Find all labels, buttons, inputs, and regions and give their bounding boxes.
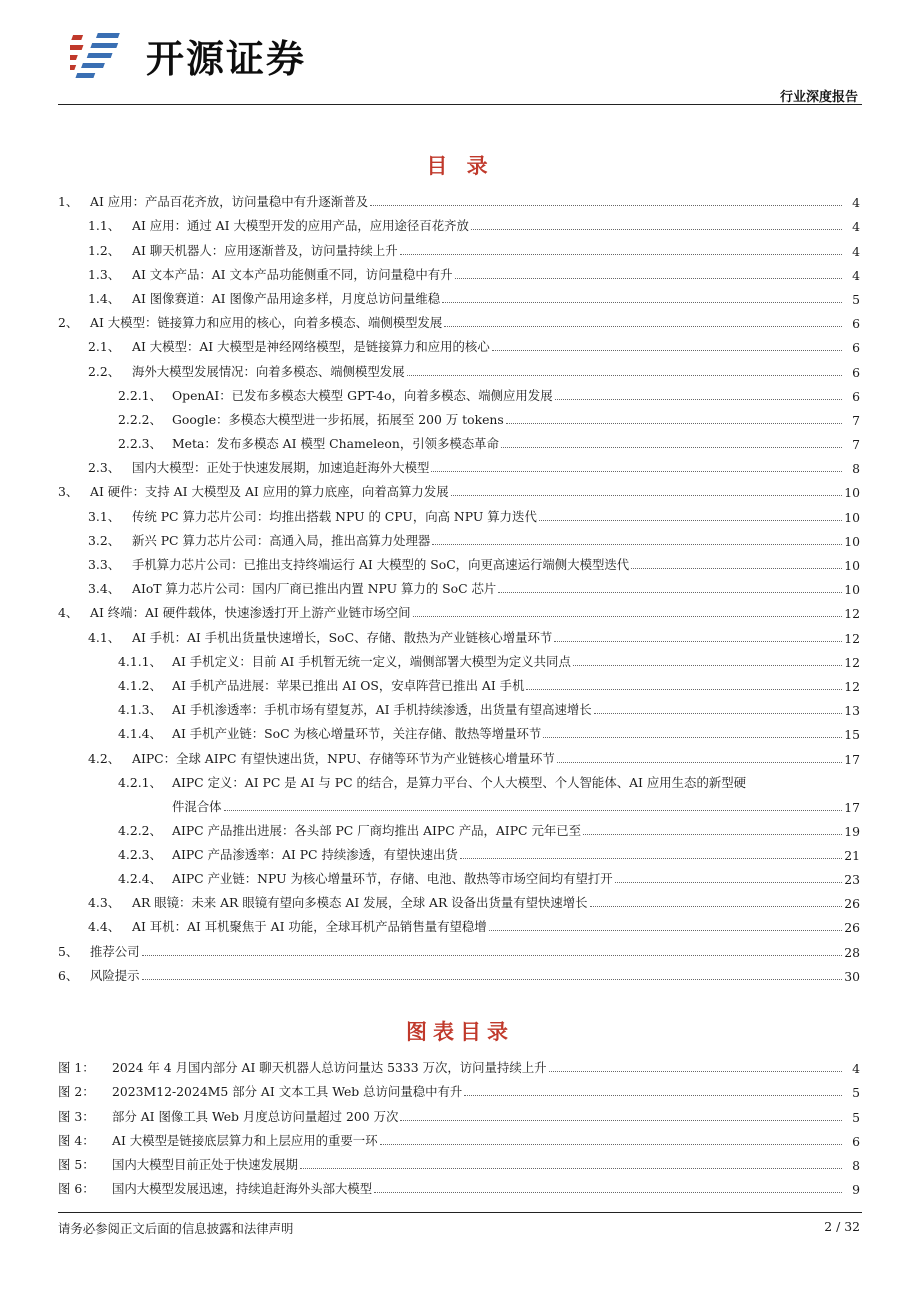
toc-entry-number: 4.3、: [88, 895, 121, 911]
toc-leader-dots: [492, 350, 842, 351]
toc-entry-line: [58, 767, 860, 791]
toc-entry-text: AI 终端：AI 硬件载体，快速渗透打开上游产业链市场空间: [90, 605, 411, 621]
toc-entry[interactable]: [58, 525, 860, 549]
figures-list: [58, 1052, 860, 1197]
figure-entry[interactable]: [58, 1149, 860, 1173]
toc-leader-dots: [554, 641, 842, 642]
toc-leader-dots: [583, 834, 842, 835]
toc-entry[interactable]: [58, 331, 860, 355]
toc-entry-number: 6、: [58, 967, 79, 983]
toc-entry-number: 5、: [58, 943, 79, 959]
toc-entry-page: 12: [844, 606, 860, 622]
figure-entry-text: 国内大模型目前正处于快速发展期: [112, 1156, 298, 1172]
toc-entry-page: 7: [852, 412, 860, 428]
figure-entry-text: 2024 年 4 月国内部分 AI 聊天机器人总访问量达 5333 万次，访问量持续上升: [112, 1060, 547, 1076]
toc-entry-number: 4.2.1、: [118, 774, 162, 790]
toc-entry[interactable]: [58, 210, 860, 234]
toc-entry-page: 19: [844, 823, 860, 839]
toc-leader-dots: [526, 689, 842, 690]
toc-entry-number: 3.2、: [88, 532, 121, 548]
toc-entry[interactable]: [58, 186, 860, 210]
toc-entry-page: 7: [852, 437, 860, 453]
toc-entry-page: 12: [844, 654, 860, 670]
toc-entry-text: OpenAI：已发布多模态大模型 GPT-4o，向着多模态、端侧应用发展: [172, 387, 553, 403]
figure-entry[interactable]: [58, 1052, 860, 1076]
toc-entry-page: 6: [852, 364, 860, 380]
toc-entry-text: AIPC 产品渗透率：AI PC 持续渗透，有望快速出货: [172, 846, 458, 862]
toc-entry-page: 5: [852, 291, 860, 307]
toc-leader-dots: [594, 713, 842, 714]
toc-entry[interactable]: [58, 718, 860, 742]
toc-leader-dots: [432, 544, 842, 545]
toc-entry[interactable]: [58, 815, 860, 839]
toc-entry-text: 新兴 PC 算力芯片公司：高通入局，推出高算力处理器: [132, 532, 431, 548]
figure-entry-page: 5: [852, 1085, 860, 1101]
toc-entry-text: AI 大模型：AI 大模型是神经网络模型，是链接算力和应用的核心: [132, 339, 490, 355]
toc-entry[interactable]: [58, 597, 860, 621]
toc-leader-dots: [539, 520, 842, 521]
toc-entry-text: AI 图像赛道：AI 图像产品用途多样，月度总访问量维稳: [132, 290, 441, 306]
toc-entry-text: AI 聊天机器人：应用逐渐普及，访问量持续上升: [132, 242, 398, 258]
toc-entry[interactable]: [58, 307, 860, 331]
toc-entry-text-cont: 件混合体: [172, 798, 222, 814]
toc-leader-dots: [555, 399, 842, 400]
toc-entry-number: 2、: [58, 315, 79, 331]
toc-entry[interactable]: [58, 380, 860, 404]
toc-entry-page: 15: [844, 727, 860, 743]
toc-entry-text: AI 手机定义：目前 AI 手机暂无统一定义，端侧部署大模型为定义共同点: [172, 653, 571, 669]
toc-entry-number: 2.2.1、: [118, 387, 162, 403]
figure-entry[interactable]: [58, 1125, 860, 1149]
toc-entry-number: 4.1、: [88, 629, 121, 645]
toc-entry-page: 10: [844, 533, 860, 549]
toc-entry-text: AI 大模型：链接算力和应用的核心，向着多模态、端侧模型发展: [90, 315, 443, 331]
toc-entry[interactable]: [58, 694, 860, 718]
footer-disclaimer: 请务必参阅正文后面的信息披露和法律声明: [58, 1221, 294, 1236]
toc-leader-dots: [451, 495, 842, 496]
toc-entry-page: 26: [844, 920, 860, 936]
toc-entry[interactable]: [58, 573, 860, 597]
toc-entry-text: AI 应用：通过 AI 大模型开发的应用产品，应用途径百花齐放: [132, 218, 469, 234]
figure-entry-page: 5: [852, 1109, 860, 1125]
header-divider: [58, 104, 862, 105]
toc-entry-text: AI 手机产业链：SoC 为核心增量环节，关注存储、散热等增量环节: [172, 726, 542, 742]
toc-entry-page: 17: [844, 751, 860, 767]
toc-entry[interactable]: [58, 911, 860, 935]
toc-leader-dots: [442, 302, 842, 303]
toc-entry-page: 10: [844, 509, 860, 525]
toc-entry[interactable]: [58, 863, 860, 887]
toc-entry-number: 1.3、: [88, 266, 121, 282]
toc-entry[interactable]: [58, 283, 860, 307]
toc-leader-dots: [506, 423, 842, 424]
toc-leader-dots: [590, 906, 842, 907]
toc-leader-dots: [142, 979, 842, 980]
toc-entry-page: 28: [844, 944, 860, 960]
figure-entry-number: 图 3：: [58, 1108, 95, 1124]
toc-entry[interactable]: [58, 621, 860, 645]
toc-leader-dots: [380, 1144, 842, 1145]
toc-leader-dots: [224, 810, 842, 811]
toc-entry-text: 风险提示: [90, 967, 140, 983]
toc-entry[interactable]: [58, 259, 860, 283]
toc-entry[interactable]: [58, 549, 860, 573]
company-logo: [70, 26, 306, 84]
toc-entry-number: 2.1、: [88, 339, 121, 355]
toc-entry-number: 1、: [58, 194, 79, 210]
toc-entry-page: 10: [844, 558, 860, 573]
toc-entry-text: Meta：发布多模态 AI 模型 Chameleon，引领多模态革命: [172, 436, 499, 452]
toc-entry[interactable]: [58, 646, 860, 670]
figure-entry-text: AI 大模型是链接底层算力和上层应用的重要一环: [112, 1132, 378, 1148]
figure-entry-page: 9: [852, 1182, 860, 1198]
figure-entry-page: 6: [852, 1133, 860, 1149]
figure-entry-text: 2023M12-2024M5 部分 AI 文本工具 Web 总访问量稳中有升: [112, 1084, 463, 1100]
toc-leader-dots: [300, 1168, 842, 1169]
toc-entry[interactable]: [58, 476, 860, 500]
toc-leader-dots: [455, 278, 842, 279]
table-of-contents: [58, 186, 860, 984]
toc-entry-text: AI 耳机：AI 耳机聚焦于 AI 功能，全球耳机产品销售量有望稳增: [132, 919, 487, 935]
toc-entry-page: 6: [852, 340, 860, 356]
toc-entry-page: 10: [844, 485, 860, 501]
toc-entry-number: 4.2.3、: [118, 846, 162, 862]
toc-entry-text: AI 文本产品：AI 文本产品功能侧重不同，访问量稳中有升: [132, 266, 453, 282]
toc-leader-dots: [501, 447, 842, 448]
toc-entry[interactable]: [58, 839, 860, 863]
figure-entry-page: 8: [852, 1157, 860, 1173]
toc-entry-page: 23: [844, 872, 860, 888]
toc-entry-page: 4: [852, 243, 860, 259]
toc-entry[interactable]: [58, 887, 860, 911]
toc-leader-dots: [374, 1192, 842, 1193]
figures-title: 图表目录: [406, 1020, 514, 1044]
toc-entry-number: 4.2、: [88, 750, 121, 766]
toc-entry-text: AIPC 产业链：NPU 为核心增量环节，存储、电池、散热等市场空间均有望打开: [172, 871, 613, 887]
toc-entry-page: 17: [844, 799, 860, 815]
toc-leader-dots: [573, 665, 842, 666]
toc-leader-dots: [142, 955, 842, 956]
toc-entry-number: 3.4、: [88, 581, 121, 597]
toc-entry-page: 13: [844, 703, 860, 719]
toc-entry-page: 6: [852, 388, 860, 404]
toc-entry[interactable]: [58, 355, 860, 379]
toc-entry[interactable]: [58, 742, 860, 766]
toc-leader-dots: [471, 229, 842, 230]
figure-entry-number: 图 5：: [58, 1156, 95, 1172]
toc-entry-text: AIPC：全球 AIPC 有望快速出货，NPU、存储等环节为产业链核心增量环节: [132, 750, 555, 766]
toc-leader-dots: [444, 326, 842, 327]
toc-leader-dots: [400, 1120, 842, 1121]
toc-entry-text: AIPC 定义：AI PC 是 AI 与 PC 的结合，是算力平台、个人大模型、个人智能体、AI 应用生态的新型硬: [172, 774, 747, 790]
toc-entry-number: 1.4、: [88, 290, 121, 306]
toc-entry-page: 12: [844, 630, 860, 646]
figure-entry[interactable]: [58, 1173, 860, 1197]
toc-entry-text: 传统 PC 算力芯片公司：均推出搭载 NPU 的 CPU，向高 NPU 算力迭代: [132, 508, 537, 524]
figure-entry[interactable]: [58, 1076, 860, 1100]
toc-entry-text: 海外大模型发展情况：向着多模态、端侧模型发展: [132, 363, 405, 379]
toc-entry[interactable]: [58, 767, 860, 815]
figure-entry-number: 图 1：: [58, 1060, 95, 1076]
toc-entry[interactable]: [58, 670, 860, 694]
kaiyuan-logo-icon: [70, 27, 136, 83]
toc-entry-text: AIoT 算力芯片公司：国内厂商已推出内置 NPU 算力的 SoC 芯片: [132, 581, 497, 597]
figure-entry-number: 图 6：: [58, 1181, 95, 1197]
toc-entry-number: 4.1.2、: [118, 677, 162, 693]
toc-entry-text: 国内大模型：正处于快速发展期，加速追赶海外大模型: [132, 460, 430, 476]
toc-entry-line: [58, 791, 860, 815]
toc-entry[interactable]: [58, 234, 860, 258]
toc-leader-dots: [370, 205, 842, 206]
toc-entry-number: 2.2、: [88, 363, 121, 379]
toc-entry-page: 10: [844, 582, 860, 598]
toc-leader-dots: [549, 1071, 842, 1072]
toc-leader-dots: [498, 592, 842, 593]
toc-entry-number: 2.2.2、: [118, 411, 162, 427]
figure-entry-number: 图 4：: [58, 1132, 95, 1148]
toc-entry-page: 4: [852, 267, 860, 283]
toc-entry-number: 4.2.4、: [118, 871, 162, 887]
toc-title: 目 录: [426, 154, 494, 178]
toc-entry-text: 推荐公司: [90, 943, 140, 959]
figure-entry-text: 国内大模型发展迅速，持续追赶海外头部大模型: [112, 1181, 373, 1197]
toc-entry-number: 2.2.3、: [118, 436, 162, 452]
toc-entry-page: 6: [852, 316, 860, 332]
toc-entry[interactable]: [58, 428, 860, 452]
toc-entry-number: 2.3、: [88, 460, 121, 476]
toc-leader-dots: [460, 858, 842, 859]
figure-entry-page: 4: [852, 1061, 860, 1077]
toc-entry-page: 4: [852, 219, 860, 235]
toc-leader-dots: [464, 1095, 842, 1096]
toc-entry-number: 4.4、: [88, 919, 121, 935]
toc-entry-page: 12: [844, 678, 860, 694]
toc-entry-text: Google：多模态大模型进一步拓展，拓展至 200 万 tokens: [172, 411, 504, 427]
company-name: 开源证券: [146, 36, 307, 81]
toc-entry-text: AI 硬件：支持 AI 大模型及 AI 应用的算力底座，向着高算力发展: [90, 484, 449, 500]
toc-leader-dots: [489, 930, 842, 931]
toc-entry-number: 4、: [58, 605, 79, 621]
toc-entry-page: 21: [844, 847, 860, 863]
toc-entry[interactable]: [58, 960, 860, 984]
toc-entry-text: AI 手机：AI 手机出货量快速增长，SoC、存储、散热为产业链核心增量环节: [132, 629, 553, 645]
toc-entry[interactable]: [58, 404, 860, 428]
figure-entry-text: 部分 AI 图像工具 Web 月度总访问量超过 200 万次: [112, 1108, 399, 1124]
toc-entry-text: 手机算力芯片公司：已推出支持终端运行 AI 大模型的 SoC，向更高速运行端侧大模型迭代: [132, 557, 630, 572]
toc-entry-page: 4: [852, 195, 860, 211]
toc-entry[interactable]: [58, 935, 860, 959]
report-type: 行业深度报告: [779, 90, 858, 105]
figure-entry[interactable]: [58, 1100, 860, 1124]
toc-entry-text: AR 眼镜：未来 AR 眼镜有望向多模态 AI 发展，全球 AR 设备出货量有望快速增长: [132, 895, 588, 911]
toc-entry-page: 26: [844, 896, 860, 912]
toc-entry-number: 4.1.4、: [118, 726, 162, 742]
toc-entry-number: 3.1、: [88, 508, 121, 524]
page-number: 2 / 32: [824, 1219, 860, 1234]
toc-entry-page: 8: [852, 461, 860, 477]
toc-leader-dots: [615, 882, 842, 883]
toc-entry[interactable]: [58, 452, 860, 476]
toc-entry-number: 3、: [58, 484, 79, 500]
toc-leader-dots: [431, 471, 842, 472]
toc-leader-dots: [413, 616, 842, 617]
toc-entry-number: 1.1、: [88, 218, 121, 234]
toc-leader-dots: [631, 568, 842, 569]
toc-entry-text: AI 应用：产品百花齐放，访问量稳中有升逐渐普及: [90, 194, 368, 210]
toc-leader-dots: [407, 375, 842, 376]
toc-entry-number: 1.2、: [88, 242, 121, 258]
toc-leader-dots: [543, 737, 842, 738]
toc-entry-number: 4.1.3、: [118, 702, 162, 718]
toc-entry-number: 4.2.2、: [118, 822, 162, 838]
toc-entry-text: AIPC 产品推出进展：各头部 PC 厂商均推出 AIPC 产品，AIPC 元年已至: [172, 822, 582, 838]
footer-divider: [58, 1212, 862, 1213]
toc-entry-text: AI 手机产品进展：苹果已推出 AI OS，安卓阵营已推出 AI 手机: [172, 677, 525, 693]
toc-entry[interactable]: [58, 500, 860, 524]
toc-leader-dots: [400, 254, 842, 255]
toc-entry-page: 30: [844, 968, 860, 984]
figure-entry-number: 图 2：: [58, 1084, 95, 1100]
toc-entry-text: AI 手机渗透率：手机市场有望复苏，AI 手机持续渗透，出货量有望高速增长: [172, 702, 592, 718]
toc-entry-number: 4.1.1、: [118, 653, 162, 669]
toc-entry-number: 3.3、: [88, 557, 121, 572]
toc-leader-dots: [557, 762, 842, 763]
